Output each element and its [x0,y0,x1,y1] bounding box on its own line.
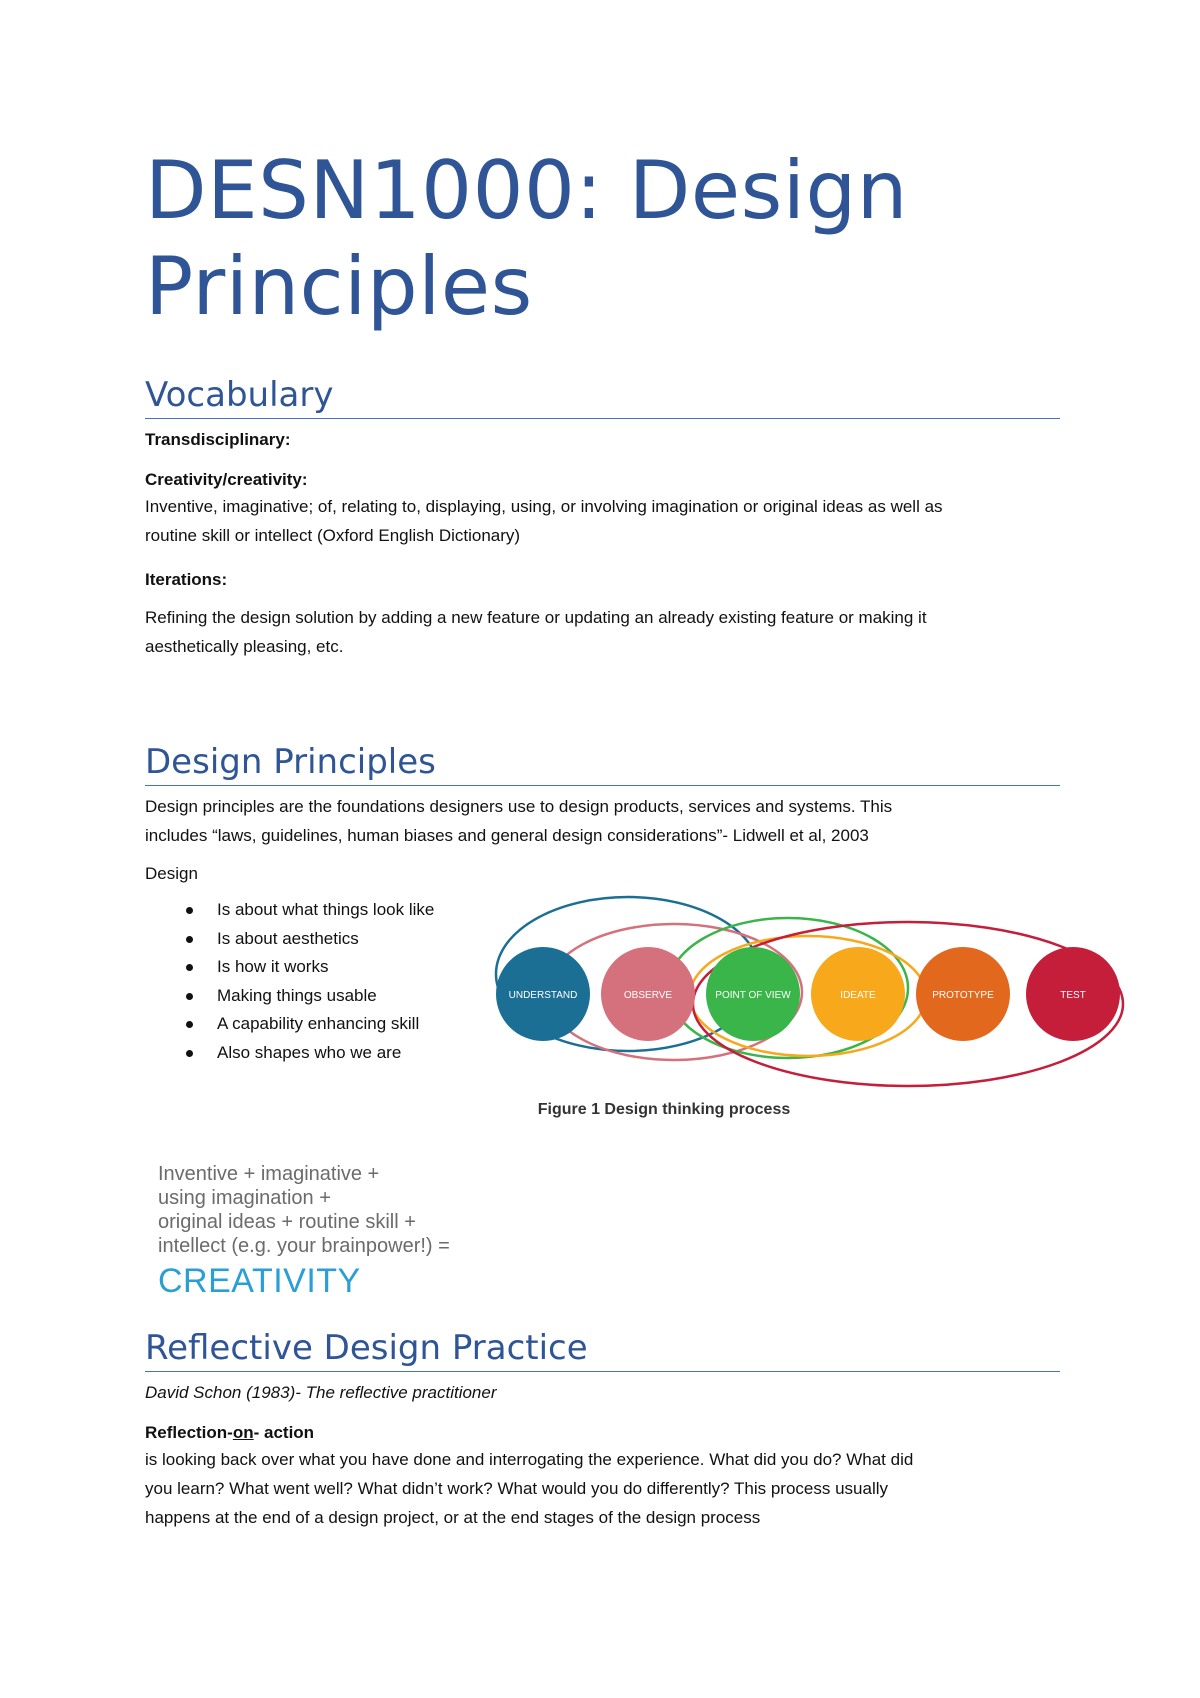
reflective-line-1: is looking back over what you have done and interrogating the experience. What did you do? What did [145,1450,914,1469]
creativity-line: original ideas + routine skill + [158,1211,416,1233]
stage-label: TEST [1060,990,1086,1001]
stage-label: IDEATE [840,990,876,1001]
creativity-word: CREATIVITY [158,1262,361,1300]
stage-label: OBSERVE [623,990,673,1001]
creativity-graphic [158,1162,450,1302]
reflective-citation: David Schon (1983)- The reflective practitioner [145,1383,497,1402]
design-principles-line-2: includes “laws, guidelines, human biases and general design considerations”- Lidwell et al, 2003 [145,826,869,845]
definition-creativity-line-2: routine skill or intellect (Oxford English Dictionary) [145,526,521,545]
stage-point-of-view [706,947,800,1041]
vocabulary-heading: Vocabulary [145,374,1060,419]
creativity-line: intellect (e.g. your brainpower!) = [158,1235,450,1257]
stage-label: UNDERSTAND [508,990,578,1001]
creativity-line: Inventive + imaginative + [158,1163,380,1185]
reflective-line-3: happens at the end of a design project, or at the end stages of the design process [145,1508,761,1527]
definition-iterations-line-2: aesthetically pleasing, etc. [145,637,344,656]
term-creativity: Creativity/creativity: [145,470,308,489]
bullet-item: Also shapes who we are [172,1039,434,1068]
design-principles-line-1: Design principles are the foundations designers use to design products, services and systems. This [145,797,893,816]
bullet-item: Making things usable [172,982,434,1011]
design-lead-text: Design [145,864,198,883]
page-title [145,143,1105,335]
term-transdisciplinary: Transdisciplinary: [145,430,291,449]
stage-prototype [916,947,1010,1041]
design-principles-heading: Design Principles [145,741,1060,786]
bullet-item: Is about aesthetics [172,925,434,954]
title-line-2: Principles [145,240,533,333]
bullet-item: Is how it works [172,953,434,982]
creativity-line: using imagination + [158,1187,331,1209]
title-line-1: DESN1000: Design [145,144,908,237]
stage-test [1026,947,1120,1041]
design-thinking-diagram [488,888,1128,1093]
reflective-line-2: you learn? What went well? What didn’t work? What would you do differently? This process usually [145,1479,889,1498]
reflective-heading: Reflective Design Practice [145,1327,1060,1372]
definition-iterations-line-1: Refining the design solution by adding a new feature or updating an already existing feature or making it [145,608,927,627]
bullet-item: Is about what things look like [172,896,434,925]
design-bullet-list [172,896,434,1068]
figure-caption: Figure 1 Design thinking process [537,1101,791,1118]
reflective-paragraph [145,1445,1075,1532]
stage-ideate [811,947,905,1041]
stage-understand [496,947,590,1041]
design-principles-paragraph [145,792,1075,850]
definition-creativity [145,492,1075,550]
term-iterations: Iterations: [145,570,228,589]
stage-label: POINT OF VIEW [715,990,791,1001]
definition-creativity-line-1: Inventive, imaginative; of, relating to, displaying, using, or involving imagination or original ideas as well as [145,497,943,516]
stage-observe [601,947,695,1041]
bullet-item: A capability enhancing skill [172,1010,434,1039]
subhead-post: - action [253,1423,315,1442]
subhead-pre: Reflection- [145,1423,233,1442]
definition-iterations [145,603,1075,661]
stage-label: PROTOTYPE [932,990,994,1001]
reflection-on-action-heading [145,1418,1075,1447]
subhead-on: on [232,1423,254,1442]
